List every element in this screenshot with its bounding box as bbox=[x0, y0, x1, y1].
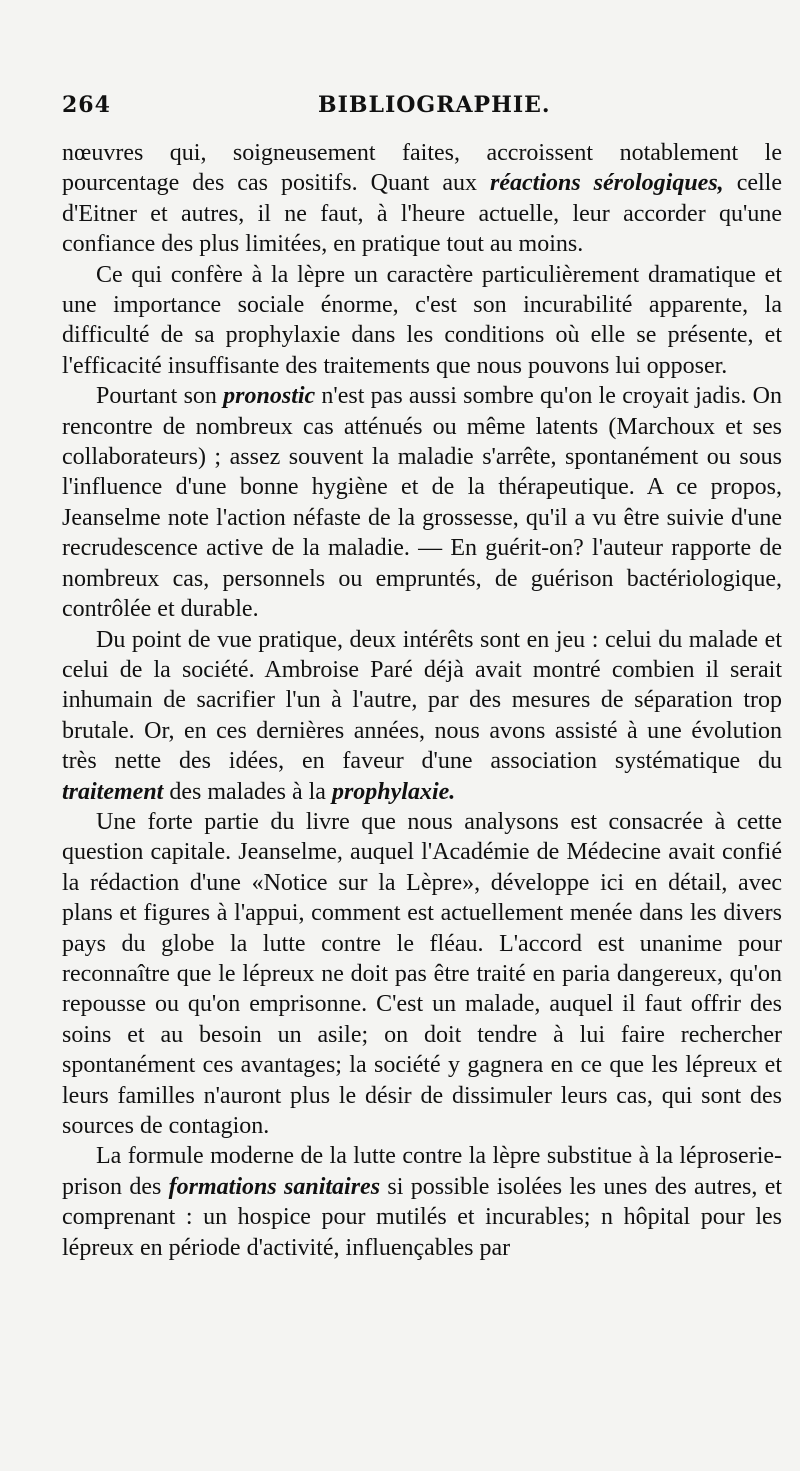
paragraph-4 bbox=[62, 625, 782, 807]
paragraph-5 bbox=[62, 807, 782, 1141]
emphasis-text: traitement bbox=[62, 778, 164, 805]
paragraph-text: si possible isolées les unes des autres, et comprenant : un hospice pour mutilés et incurables; n hôpital pour les lépreux en période d'activité, influençables par bbox=[62, 1173, 783, 1261]
paragraph-text: celle d'Eitner et autres, il ne faut, à l'heure actuelle, leur accorder qu'une confiance des plus limitées, en pratique tout au moins. bbox=[62, 170, 782, 258]
paragraph-6 bbox=[62, 1141, 782, 1263]
page-header bbox=[62, 92, 782, 122]
running-title: BIBLIOGRAPHIE. bbox=[318, 92, 551, 118]
paragraph-text: Pourtant son bbox=[96, 383, 224, 410]
emphasis-text: formations sanitaires bbox=[168, 1173, 381, 1200]
paragraph-text: des malades à la bbox=[163, 778, 332, 805]
paragraph-3 bbox=[62, 381, 782, 624]
body-text bbox=[62, 138, 782, 1263]
page-number: 264 bbox=[62, 92, 111, 118]
paragraph-text: Une forte partie du livre que nous analysons est consacrée à cette question capitale. Jeanselme, auquel l'Académie de Médecine avait confié la rédaction d'une «Notice sur la Lèpre», développe ici en détail, avec plans et figures à l'appui, comment est actuellement menée dans les divers pays du globe la lutte contre le fléau. L'accord est unanime pour reconnaître que le lépreux ne doit pas être traité en paria dangereux, qu'on repousse ou qu'on emprisonne. C'est un malade, auquel il faut offrir des soins et au besoin un asile; on doit tendre à lui faire rechercher spontanément ces avantages; la société y gagnera en ce que les lépreux et leurs familles n'auront plus le désir de dissimuler leurs cas, qui sont des sources de contagion. bbox=[62, 808, 782, 1139]
paragraph-text: n'est pas aussi sombre qu'on le croyait jadis. On rencontre de nombreux cas atténués ou même latents (Marchoux et ses collaborateurs) ; assez souvent la maladie s'arrête, spontanément ou sous l'influence d'une bonne hygiène et de la thérapeutique. A ce propos, Jeanselme note l'action néfaste de la grossesse, qu'il a vu être suivie d'une recrudescence active de la maladie. — En guérit-on? l'auteur rapporte de nombreux cas, personnels ou empruntés, de guérison bactériologique, contrôlée et durable. bbox=[62, 383, 782, 623]
paragraph-text: Du point de vue pratique, deux intérêts sont en jeu : celui du malade et celui de la société. Ambroise Paré déjà avait montré combien il serait inhumain de sacrifier l'un à l'autre, par des mesures de séparation trop brutale. Or, en ces dernières années, nous avons assisté à une évolution très nette des idées, en faveur d'une association systématique du bbox=[62, 626, 782, 775]
emphasis-text: prophylaxie. bbox=[331, 778, 456, 805]
paragraph-2 bbox=[62, 260, 782, 382]
paragraph-text: Ce qui confère à la lèpre un caractère particulièrement dramatique et une importance sociale énorme, c'est son incurabilité apparente, la difficulté de sa prophylaxie dans les conditions où elle se présente, et l'efficacité insuffisante des traitements que nous pouvons lui opposer. bbox=[62, 261, 782, 379]
paragraph-text: La formule moderne de la lutte contre la lèpre substitue à la léproserie-prison des bbox=[62, 1143, 782, 1200]
emphasis-text: réactions sérologiques, bbox=[489, 170, 724, 197]
paragraph-text: nœuvres qui, soigneusement faites, accroissent notablement le pourcentage des cas positifs. Quant aux bbox=[62, 140, 782, 197]
paragraph-1 bbox=[62, 138, 782, 260]
emphasis-text: pronostic bbox=[223, 383, 316, 410]
